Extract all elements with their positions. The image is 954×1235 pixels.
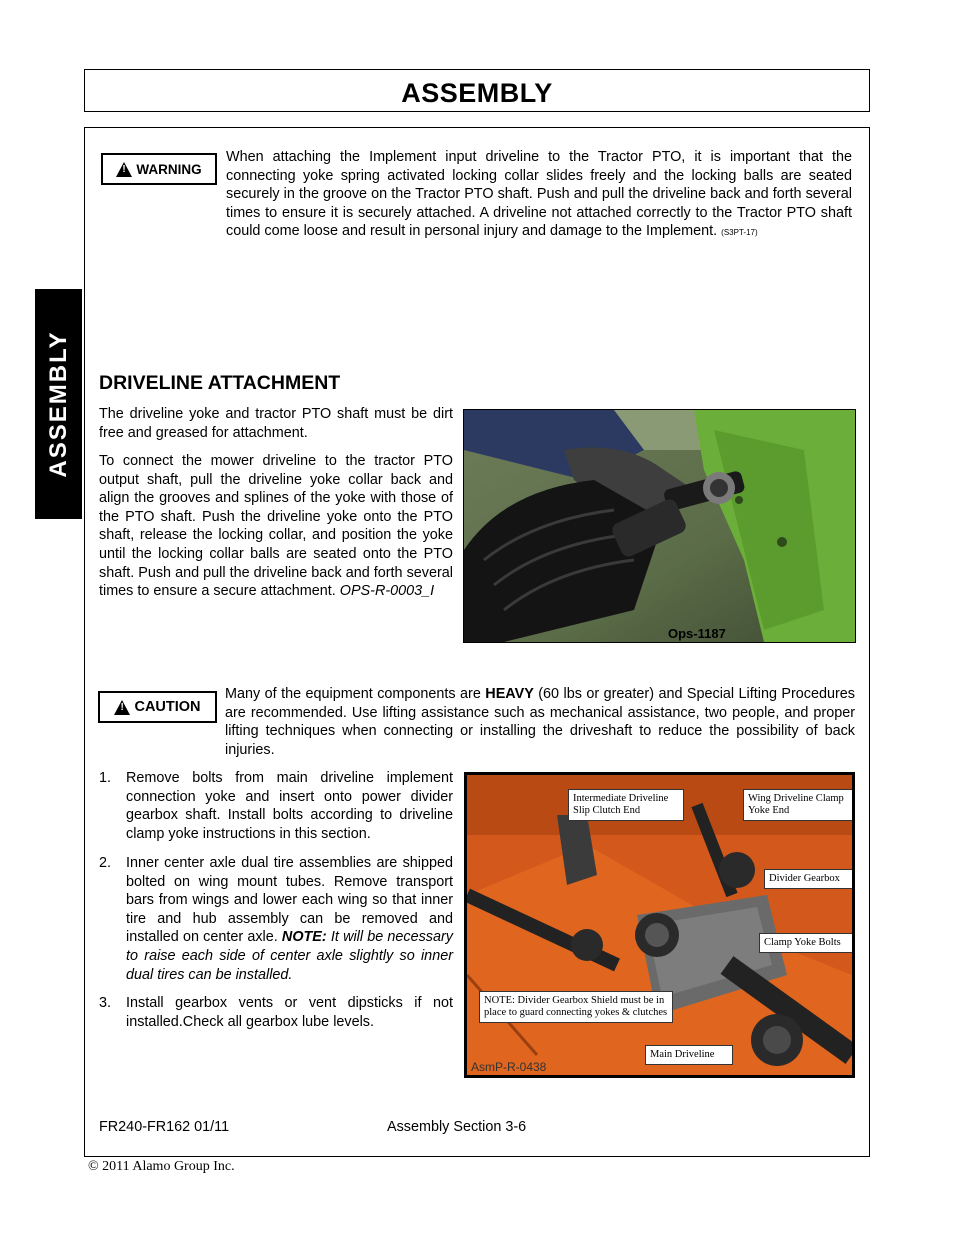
caution-heavy: HEAVY (485, 686, 534, 702)
callout-main-driveline: Main Driveline (645, 1045, 733, 1065)
side-tab-label: ASSEMBLY (44, 330, 72, 478)
callout-clamp-yoke-bolts: Clamp Yoke Bolts (759, 933, 855, 953)
footer-section: Assembly Section 3-6 (387, 1119, 527, 1135)
photo2-code: AsmP-R-0438 (471, 1060, 547, 1074)
caution-icon (114, 700, 130, 715)
photo1-caption: Ops-1187 (668, 626, 726, 641)
caution-label (98, 691, 217, 723)
warning-icon (116, 162, 132, 177)
list-item: 1. Remove bolts from main driveline implement connection yoke and insert onto power divider gearbox shaft. Install bolts according to driveline clamp yoke instructions in this section. (99, 770, 453, 842)
warning-text: When attaching the Implement input driveline to the Tractor PTO, it is important that the connecting yoke spring activated locking collar slides freely and the locking balls are seated securely in the groove on the Tractor PTO shaft. Push and pull the driveline back and forth several times to ensure it is securely attached. A driveline not attached correctly to the Tractor PTO shaft could come loose and result in personal injury and damage to the Implement. (S3PT-17) (226, 149, 852, 240)
callout-intermediate: Intermediate Driveline Slip Clutch End (568, 789, 684, 821)
warning-code: (S3PT-17) (721, 228, 758, 238)
warning-label (101, 153, 217, 185)
callout-divider-gearbox: Divider Gearbox (764, 869, 855, 889)
note-text: It will be necessary to raise each side of center axle slightly so inner dual tires can be installed. (126, 929, 453, 983)
page-header (84, 69, 870, 112)
photo-divider-gearbox (464, 772, 855, 1078)
section-para1: The driveline yoke and tractor PTO shaft must be dirt free and greased for attachment. (99, 406, 453, 441)
para2-code: OPS-R-0003_I (339, 583, 435, 600)
warning-label-text: WARNING (136, 161, 202, 177)
side-tab (35, 289, 82, 519)
section-para2: To connect the mower driveline to the tractor PTO output shaft, pull the driveline yoke collar back and align the grooves and splines of the yoke with those of the PTO shaft. Push the driveline yoke onto the PTO shaft, release the locking collar, and position the yoke until the locking collar balls are seated onto the PTO shaft. Push and pull the driveline back and forth several times to ensure a secure attachment. OPS-R-0003_I (99, 453, 453, 600)
section-heading: DRIVELINE ATTACHMENT (99, 372, 341, 394)
list-item: 3. Install gearbox vents or vent dipsticks if not installed.Check all gearbox lube levels. (99, 995, 453, 1030)
caution-label-text: CAUTION (134, 699, 201, 715)
callout-wing-clamp: Wing Driveline Clamp Yoke End (743, 789, 855, 821)
callout-shield-note: NOTE: Divider Gearbox Shield must be in place to guard connecting yokes & clutches (479, 991, 673, 1023)
footer-model: FR240-FR162 01/11 (99, 1119, 230, 1135)
list-item: 2. Inner center axle dual tire assemblies are shipped bolted on wing mount tubes. Remove transport bars from wings and lower each wing so that inner tire and hub assembly can be removed and installed on center axle. NOTE: It will be necessary to raise each side of center axle slightly so inner dual tires can be installed. (99, 855, 453, 983)
footer-copyright: © 2011 Alamo Group Inc. (88, 1159, 235, 1174)
caution-text: Many of the equipment components are HEAVY (60 lbs or greater) and Special Lifting Procedures are recommended. Use lifting assistance such as mechanical assistance, two people, and proper lifting techniques when connecting or installing the driveshaft to reduce the possibility of back injuries. (225, 686, 855, 758)
page-title: ASSEMBLY (401, 78, 553, 108)
note-label: NOTE: (281, 929, 327, 946)
photo-pto-illustration (464, 410, 855, 642)
photo-pto-connection (463, 409, 856, 643)
